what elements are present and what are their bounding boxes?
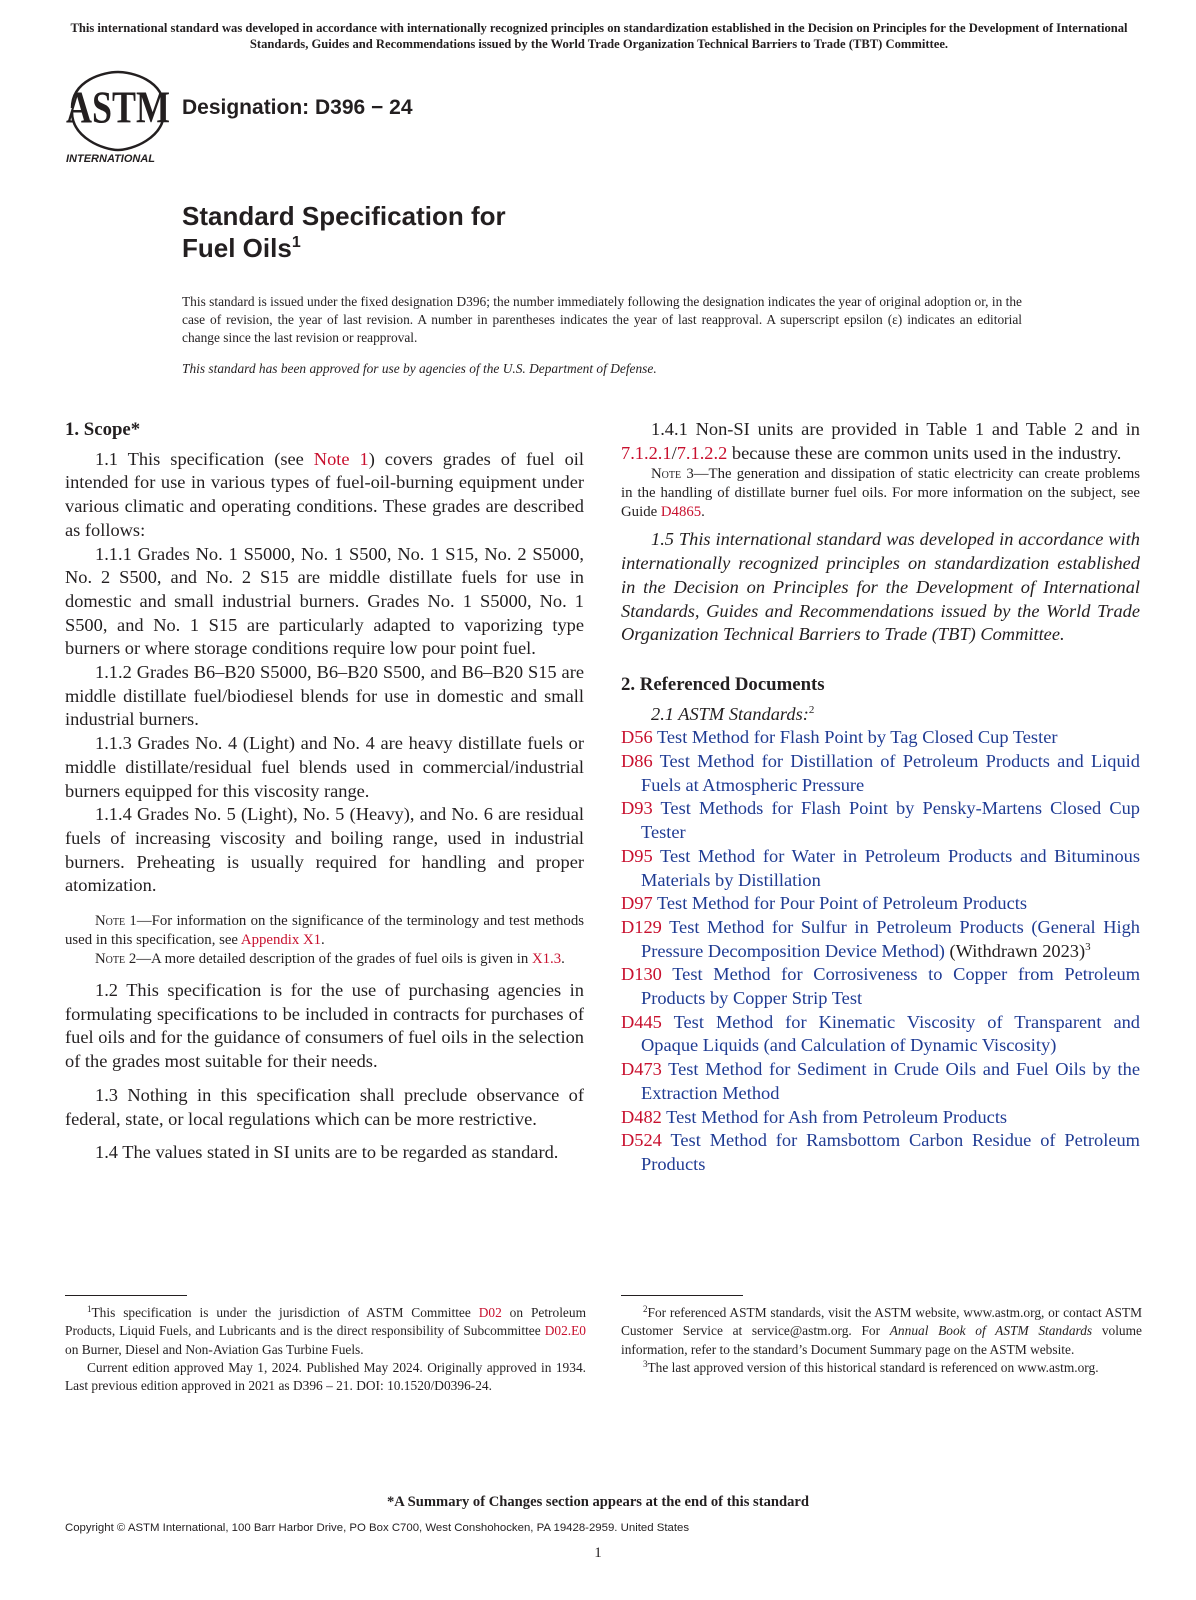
d02-link[interactable]: D02 bbox=[478, 1305, 502, 1320]
para-1-4: 1.4 The values stated in SI units are to be regarded as standard. bbox=[95, 1142, 559, 1163]
reference-title-link[interactable]: Test Method for Corrosiveness to Copper from Petroleum Products by Copper Strip Test bbox=[641, 964, 1141, 1009]
footnotes-left bbox=[65, 1304, 586, 1395]
title-footnote-marker[interactable]: 1 bbox=[291, 234, 301, 251]
note-1: Note 1—For information on the significance of the terminology and test methods used in this specification, see Appendix X1. bbox=[65, 913, 584, 949]
reference-code-link[interactable]: D93 bbox=[621, 798, 653, 819]
para-1-1: 1.1 This specification (see Note 1) covers grades of fuel oil intended for use in various types of fuel-oil-burning equipment under various climatic and operating conditions. These grades are described as follows: bbox=[65, 448, 585, 540]
x1-3-link[interactable]: X1.3 bbox=[531, 951, 562, 968]
d02-e0-link[interactable]: D02.E0 bbox=[544, 1323, 586, 1339]
svg-text:INTERNATIONAL: INTERNATIONAL bbox=[66, 153, 156, 165]
reference-item bbox=[621, 845, 1140, 892]
para-1-2: 1.2 This specification is for the use of purchasing agencies in formulating specifications to be included in contracts for purchases of fuel oils and for the guidance of consumers of fuel oils in the selection of the grades most suitable for their needs. bbox=[65, 980, 584, 1072]
para-1-1-2: 1.1.2 Grades B6–B20 S5000, B6–B20 S500, and B6–B20 S15 are middle distillate fuel/biodiesel blends for use in domestic and small industrial burners. bbox=[65, 662, 584, 730]
para-1-4-1: 1.4.1 Non-SI units are provided in Table 1 and Table 2 and in 7.1.2.1/7.1.2.2 because these are common units used in the industry. bbox=[621, 419, 1140, 463]
reference-code-link[interactable]: D524 bbox=[621, 1130, 662, 1151]
reference-item bbox=[621, 963, 1140, 1010]
reference-title-link[interactable]: Test Method for Ash from Petroleum Products bbox=[666, 1106, 1008, 1127]
footnote-1-edition: Current edition approved May 1, 2024. Published May 2024. Originally approved in 1934. Last previous edition approved in 2021 as D396 – 21. DOI: 10.1520/D0396-24. bbox=[65, 1359, 586, 1394]
astm-logo-icon bbox=[66, 70, 170, 166]
reference-code-link[interactable]: D445 bbox=[621, 1011, 662, 1032]
section-scope-heading: 1. Scope* bbox=[65, 419, 141, 440]
para-1-5: 1.5 This international standard was developed in accordance with internationally recognized principles on standardization established in the Decision on Principles for the Development of International Standards, Guides and Recommendations issued by the World Trade Organization Technical Barriers to Trade (TBT) Committee. bbox=[621, 529, 1140, 645]
reference-code-link[interactable]: D129 bbox=[621, 916, 662, 937]
para-1-1-4: 1.1.4 Grades No. 5 (Light), No. 5 (Heavy), and No. 6 are residual fuels of increasing viscosity and boiling range, used in industrial burners. Preheating is usually required for handling and proper atomization. bbox=[65, 804, 584, 896]
note-2: Note 2—A more detailed description of the grades of fuel oils is given in X1.3. bbox=[95, 951, 565, 968]
note-3: Note 3—The generation and dissipation of static electricity can create problems in the handling of distillate burner fuel oils. For more information on the subject, see Guide D4865. bbox=[621, 466, 1140, 521]
reference-title-link[interactable]: Test Method for Kinematic Viscosity of Transparent and Opaque Liquids (and Calculation of Dynamic Viscosity) bbox=[641, 1011, 1141, 1056]
section-7-1-2-1-link[interactable]: 7.1.2.1 bbox=[621, 442, 672, 463]
reference-item bbox=[621, 892, 1140, 916]
right-column bbox=[621, 418, 1140, 1177]
d4865-link[interactable]: D4865 bbox=[660, 504, 702, 521]
title-text: Fuel Oils bbox=[182, 233, 292, 263]
reference-code-link[interactable]: D130 bbox=[621, 964, 662, 985]
title-line-2 bbox=[182, 232, 506, 264]
reference-title-link[interactable]: Test Method for Water in Petroleum Products and Bituminous Materials by Distillation bbox=[641, 845, 1140, 890]
reference-code-link[interactable]: D86 bbox=[621, 751, 653, 772]
left-column bbox=[65, 418, 584, 1165]
reference-item bbox=[621, 1058, 1140, 1105]
reference-item bbox=[621, 916, 1140, 963]
title-line-1: Standard Specification for bbox=[182, 201, 506, 231]
appendix-x1-link[interactable]: Appendix X1 bbox=[240, 932, 322, 949]
reference-item bbox=[621, 726, 1140, 750]
section-referenced-documents-heading: 2. Referenced Documents bbox=[621, 673, 825, 695]
reference-code-link[interactable]: D482 bbox=[621, 1106, 662, 1127]
para-1-1-1: 1.1.1 Grades No. 1 S5000, No. 1 S500, No. 1 S15, No. 2 S5000, No. 2 S500, and No. 2 S15 are middle distillate fuels for use in domestic and small industrial burners. Grades No. 1 S5000, No. 1 S500, and No. 1 S15 are particularly adapted to vaporizing type burners or where storage conditions require low pour point fuel. bbox=[65, 543, 584, 659]
page-number: 1 bbox=[594, 1545, 602, 1561]
reference-title-link[interactable]: Test Method for Sediment in Crude Oils and Fuel Oils by the Extraction Method bbox=[641, 1059, 1141, 1103]
reference-title-link[interactable]: Test Method for Distillation of Petroleum Products and Liquid Fuels at Atmospheric Pressure bbox=[641, 751, 1140, 795]
para-1-3: 1.3 Nothing in this specification shall preclude observance of federal, state, or local regulations which can be more restrictive. bbox=[65, 1084, 584, 1129]
page-title bbox=[182, 200, 506, 264]
note-1-link[interactable]: Note 1 bbox=[313, 448, 369, 469]
footnote-3-marker[interactable]: 3 bbox=[1085, 940, 1091, 953]
reference-code-link[interactable]: D97 bbox=[621, 893, 653, 914]
reference-list bbox=[621, 726, 1140, 1176]
reference-title-link[interactable]: Test Method for Flash Point by Tag Closed Cup Tester bbox=[656, 727, 1058, 748]
section-7-1-2-2-link[interactable]: 7.1.2.2 bbox=[676, 442, 728, 463]
reference-item bbox=[621, 1106, 1140, 1130]
reference-code-link[interactable]: D95 bbox=[621, 845, 653, 866]
svg-text:ASTM: ASTM bbox=[66, 82, 170, 133]
reference-item bbox=[621, 750, 1140, 797]
footnote-3: $^3$The last approved version of this historical standard is referenced on www.astm.org. bbox=[643, 1358, 1099, 1375]
designation: Designation: D396 − 24 bbox=[182, 96, 413, 119]
footnote-2: $^2$For referenced ASTM standards, visit the ASTM website, www.astm.org, or contact ASTM Customer Service at service@astm.org. For Annual Book of ASTM Standards volume information, refer to the standard’s Document Summary page on the ASTM website. bbox=[621, 1304, 1142, 1357]
footnote-divider-left bbox=[65, 1295, 187, 1296]
footnote-1: $^1$This specification is under the jurisdiction of ASTM Committee D02 on Petroleum Products, Liquid Fuels, and Lubricants and is the direct responsibility of Subcommittee D02.E0 on Burner, Diesel and Non-Aviation Gas Turbine Fuels. bbox=[65, 1304, 586, 1357]
dod-approval-note: This standard has been approved for use by agencies of the U.S. Department of Defense. bbox=[182, 361, 657, 376]
footnotes-right bbox=[621, 1304, 1142, 1377]
astm-logo bbox=[66, 70, 170, 166]
para-1-1-3: 1.1.3 Grades No. 4 (Light) and No. 4 are heavy distillate fuels or middle distillate/residual fuel blends used in commercial/industrial burners equipped for this viscosity range. bbox=[65, 733, 584, 801]
reference-item bbox=[621, 1129, 1140, 1176]
reference-title-link[interactable]: Test Method for Sulfur in Petroleum Products (General High Pressure Decomposition Device Method) bbox=[641, 916, 1140, 961]
copyright: Copyright © ASTM International, 100 Barr Harbor Drive, PO Box C700, West Conshohocken, PA 19428-2959. United States bbox=[65, 1522, 690, 1534]
reference-code-link[interactable]: D56 bbox=[621, 727, 653, 748]
summary-of-changes-note: *A Summary of Changes section appears at the end of this standard bbox=[386, 1494, 810, 1510]
issuance-note: This standard is issued under the fixed designation D396; the number immediately following the designation indicates the year of original adoption or, in the case of revision, the year of last revision. A number in parentheses indicates the year of last reapproval. A superscript epsilon (ε) indicates an editorial change since the last revision or reapproval. bbox=[182, 294, 1022, 345]
footnote-2-marker[interactable]: 2 bbox=[808, 703, 815, 716]
reference-title-link[interactable]: Test Methods for Flash Point by Pensky-Martens Closed Cup Tester bbox=[641, 798, 1140, 843]
astm-standards-label: 2.1 ASTM Standards:$^2$ bbox=[651, 703, 815, 724]
wto-notice: This international standard was developed in accordance with internationally recognized principles on standardization established in the Decision on Principles for the Development of International Standards, Guides and Recommendations issued by the World Trade Organization Technical Barriers to Trade (TBT) Committee. bbox=[70, 21, 1128, 51]
reference-title-link[interactable]: Test Method for Pour Point of Petroleum Products bbox=[656, 893, 1028, 914]
footnote-divider-right bbox=[621, 1295, 743, 1296]
reference-item bbox=[621, 797, 1140, 844]
reference-title-link[interactable]: Test Method for Ramsbottom Carbon Residue of Petroleum Products bbox=[641, 1130, 1140, 1174]
reference-code-link[interactable]: D473 bbox=[621, 1059, 662, 1080]
reference-item bbox=[621, 1011, 1140, 1058]
reference-status: (Withdrawn 2023) bbox=[944, 940, 1086, 961]
